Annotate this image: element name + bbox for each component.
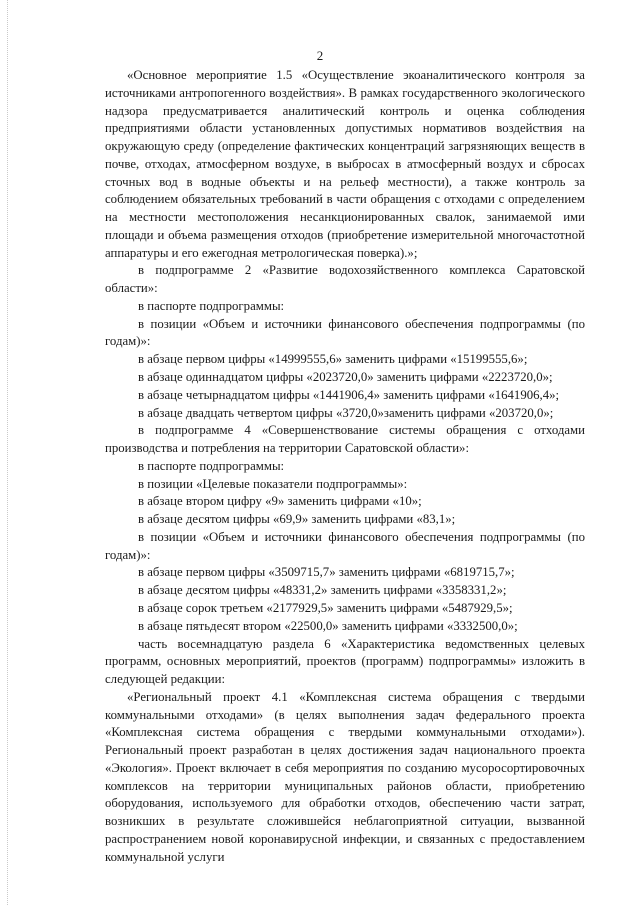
paragraph: часть восемнадцатую раздела 6 «Характеристика ведомственных целевых программ, основных мероприятий, проектов (программ) подпрограммы» изложить в следующей редакции: [105, 636, 585, 687]
paragraph: «Основное мероприятие 1.5 «Осуществление экоаналитического контроля за источниками антропогенного воздействия». В рамках государственного экологического надзора предусматривается аналитический контроль и оценка соблюдения предприятиями области установленных допустимых нормативов воздействия на окружающую среду (определение фактических концентраций загрязняющих веществ в почве, отходах, атмосферном воздухе, в выбросах в атмосферный воздух и сбросах сточных вод в водные объекты и на рельеф местности), а также контроль за соблюдением обязательных требований в части обращения с отходами с определением на местности местоположения несанкционированных свалок, занимаемой ими площади и объема размещения отходов (приобретение измерительной многочастотной аппаратуры и его ежегодная метрологическая поверка).»; [105, 68, 585, 260]
document-body [105, 67, 585, 866]
paragraph: в подпрограмме 4 «Совершенствование системы обращения с отходами производства и потребления на территории Саратовской области»: [105, 423, 585, 456]
paragraph: в абзаце десятом цифры «48331,2» заменить цифрами «3358331,2»; [138, 583, 507, 598]
scan-edge [7, 0, 8, 905]
paragraph: в паспорте подпрограммы: [138, 458, 285, 473]
paragraph: в паспорте подпрограммы: [138, 298, 285, 313]
paragraph: в абзаце двадцать четвертом цифры «3720,0»заменить цифрами «203720,0»; [138, 405, 554, 420]
paragraph: в позиции «Объем и источники финансового обеспечения подпрограммы (по годам)»: [105, 529, 585, 562]
paragraph: «Региональный проект 4.1 «Комплексная система обращения с твердыми коммунальными отходами» (в целях выполнения задач федерального проекта «Комплексная система обращения с твердыми коммунальными отходами»). Региональный проект разработан в целях достижения задач национального проекта «Экология». Проект включает в себя мероприятия по созданию мусоросортировочных комплексов на территории муниципальных районов области, приобретению оборудования, используемого для обработки отходов, обеспечению части затрат, возникших в результате сложившейся неблагоприятной ситуации, вызванной распространением новой коронавирусной инфекции, и связанных с предоставлением коммунальной услуги [105, 689, 585, 864]
paragraph: в абзаце четырнадцатом цифры «1441906,4» заменить цифрами «1641906,4»; [138, 387, 560, 402]
paragraph: в абзаце первом цифры «3509715,7» заменить цифрами «6819715,7»; [138, 565, 515, 580]
page-number: 2 [316, 48, 324, 63]
paragraph: в абзаце пятьдесят втором «22500,0» заменить цифрами «3332500,0»; [138, 618, 518, 633]
paragraph: в подпрограмме 2 «Развитие водохозяйственного комплекса Саратовской области»: [105, 263, 585, 296]
paragraph: в позиции «Объем и источники финансового обеспечения подпрограммы (по годам)»: [105, 316, 585, 349]
paragraph: в абзаце одиннадцатом цифры «2023720,0» заменить цифрами «2223720,0»; [138, 370, 553, 385]
paragraph: в абзаце сорок третьем «2177929,5» заменить цифрами «5487929,5»; [138, 600, 513, 615]
paragraph: в абзаце втором цифру «9» заменить цифрами «10»; [138, 494, 422, 509]
paragraph: в позиции «Целевые показатели подпрограммы»: [138, 476, 408, 491]
paragraph: в абзаце десятом цифры «69,9» заменить цифрами «83,1»; [138, 512, 456, 527]
paragraph: в абзаце первом цифры «14999555,6» заменить цифрами «15199555,6»; [138, 352, 528, 367]
